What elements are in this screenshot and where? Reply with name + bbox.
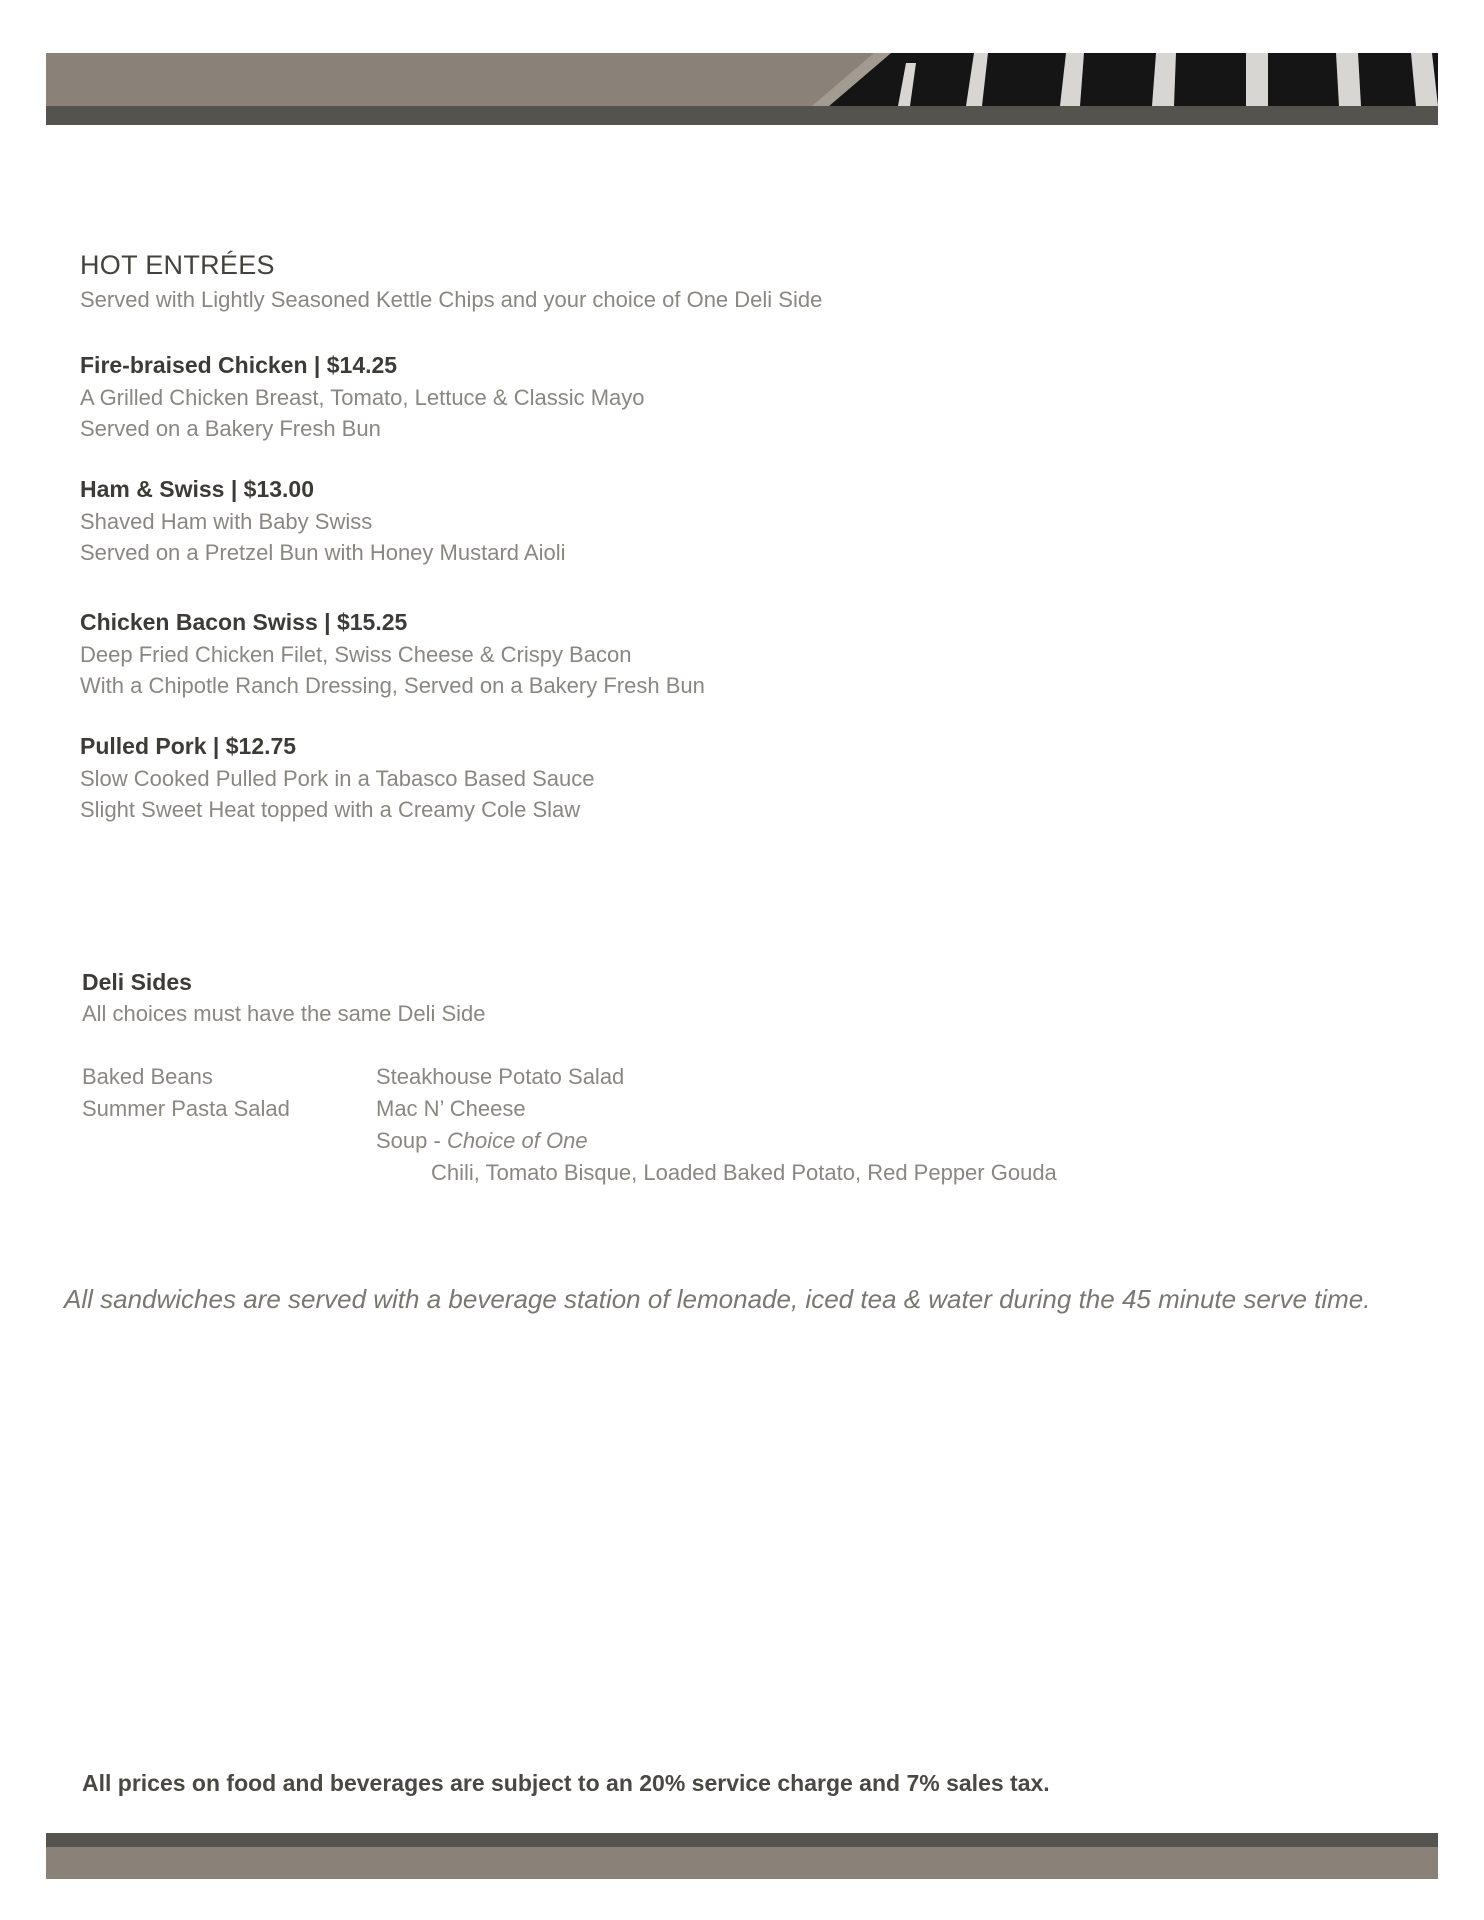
entree-description: Served on a Bakery Fresh Bun (80, 416, 381, 441)
entree-description: Served on a Pretzel Bun with Honey Mustard Aioli (80, 540, 566, 565)
footer-service-charge-note: All prices on food and beverages are subject to an 20% service charge and 7% sales tax. (82, 1770, 1050, 1796)
banner-dark-strip (46, 106, 1438, 125)
beverage-note: All sandwiches are served with a beverage station of lemonade, iced tea & water during the 45 minute serve time. (64, 1284, 1371, 1314)
deli-side-item: Steakhouse Potato Salad (376, 1064, 625, 1089)
striped-fabric-graphic (46, 53, 1438, 106)
banner-taupe-bar (46, 1847, 1438, 1879)
deli-side-item: Mac N’ Cheese (376, 1096, 526, 1121)
banner-dark-strip (46, 1833, 1438, 1847)
soup-options: Chili, Tomato Bisque, Loaded Baked Potato, Red Pepper Gouda (431, 1160, 1057, 1185)
entree-title: Ham & Swiss | $13.00 (80, 476, 315, 502)
section-title-deli-sides: Deli Sides (82, 969, 192, 995)
entree-description: Shaved Ham with Baby Swiss (80, 509, 373, 534)
entree-title: Pulled Pork | $12.75 (80, 733, 297, 759)
entree-title: Chicken Bacon Swiss | $15.25 (80, 609, 408, 635)
entree-title: Fire-braised Chicken | $14.25 (80, 352, 398, 378)
entree-description: Slight Sweet Heat topped with a Creamy Cole Slaw (80, 797, 581, 822)
entree-description: Slow Cooked Pulled Pork in a Tabasco Based Sauce (80, 766, 595, 791)
section-title-hot-entrees: HOT ENTRÉES (80, 250, 275, 280)
entree-description: Deep Fried Chicken Filet, Swiss Cheese & Crispy Bacon (80, 642, 632, 667)
deli-side-soup (376, 1128, 588, 1154)
section-subtitle-deli-sides: All choices must have the same Deli Side (82, 1001, 486, 1026)
soup-choice-note: Choice of One (446, 1128, 588, 1153)
entree-description: A Grilled Chicken Breast, Tomato, Lettuce & Classic Mayo (80, 385, 645, 410)
bottom-banner (46, 1833, 1438, 1879)
deli-side-item: Baked Beans (82, 1064, 213, 1089)
soup-label: Soup - (376, 1128, 447, 1153)
section-subtitle-hot-entrees: Served with Lightly Seasoned Kettle Chips and your choice of One Deli Side (80, 287, 823, 312)
entree-description: With a Chipotle Ranch Dressing, Served on a Bakery Fresh Bun (80, 673, 705, 698)
deli-side-item: Summer Pasta Salad (82, 1096, 290, 1121)
top-banner (46, 53, 1438, 125)
